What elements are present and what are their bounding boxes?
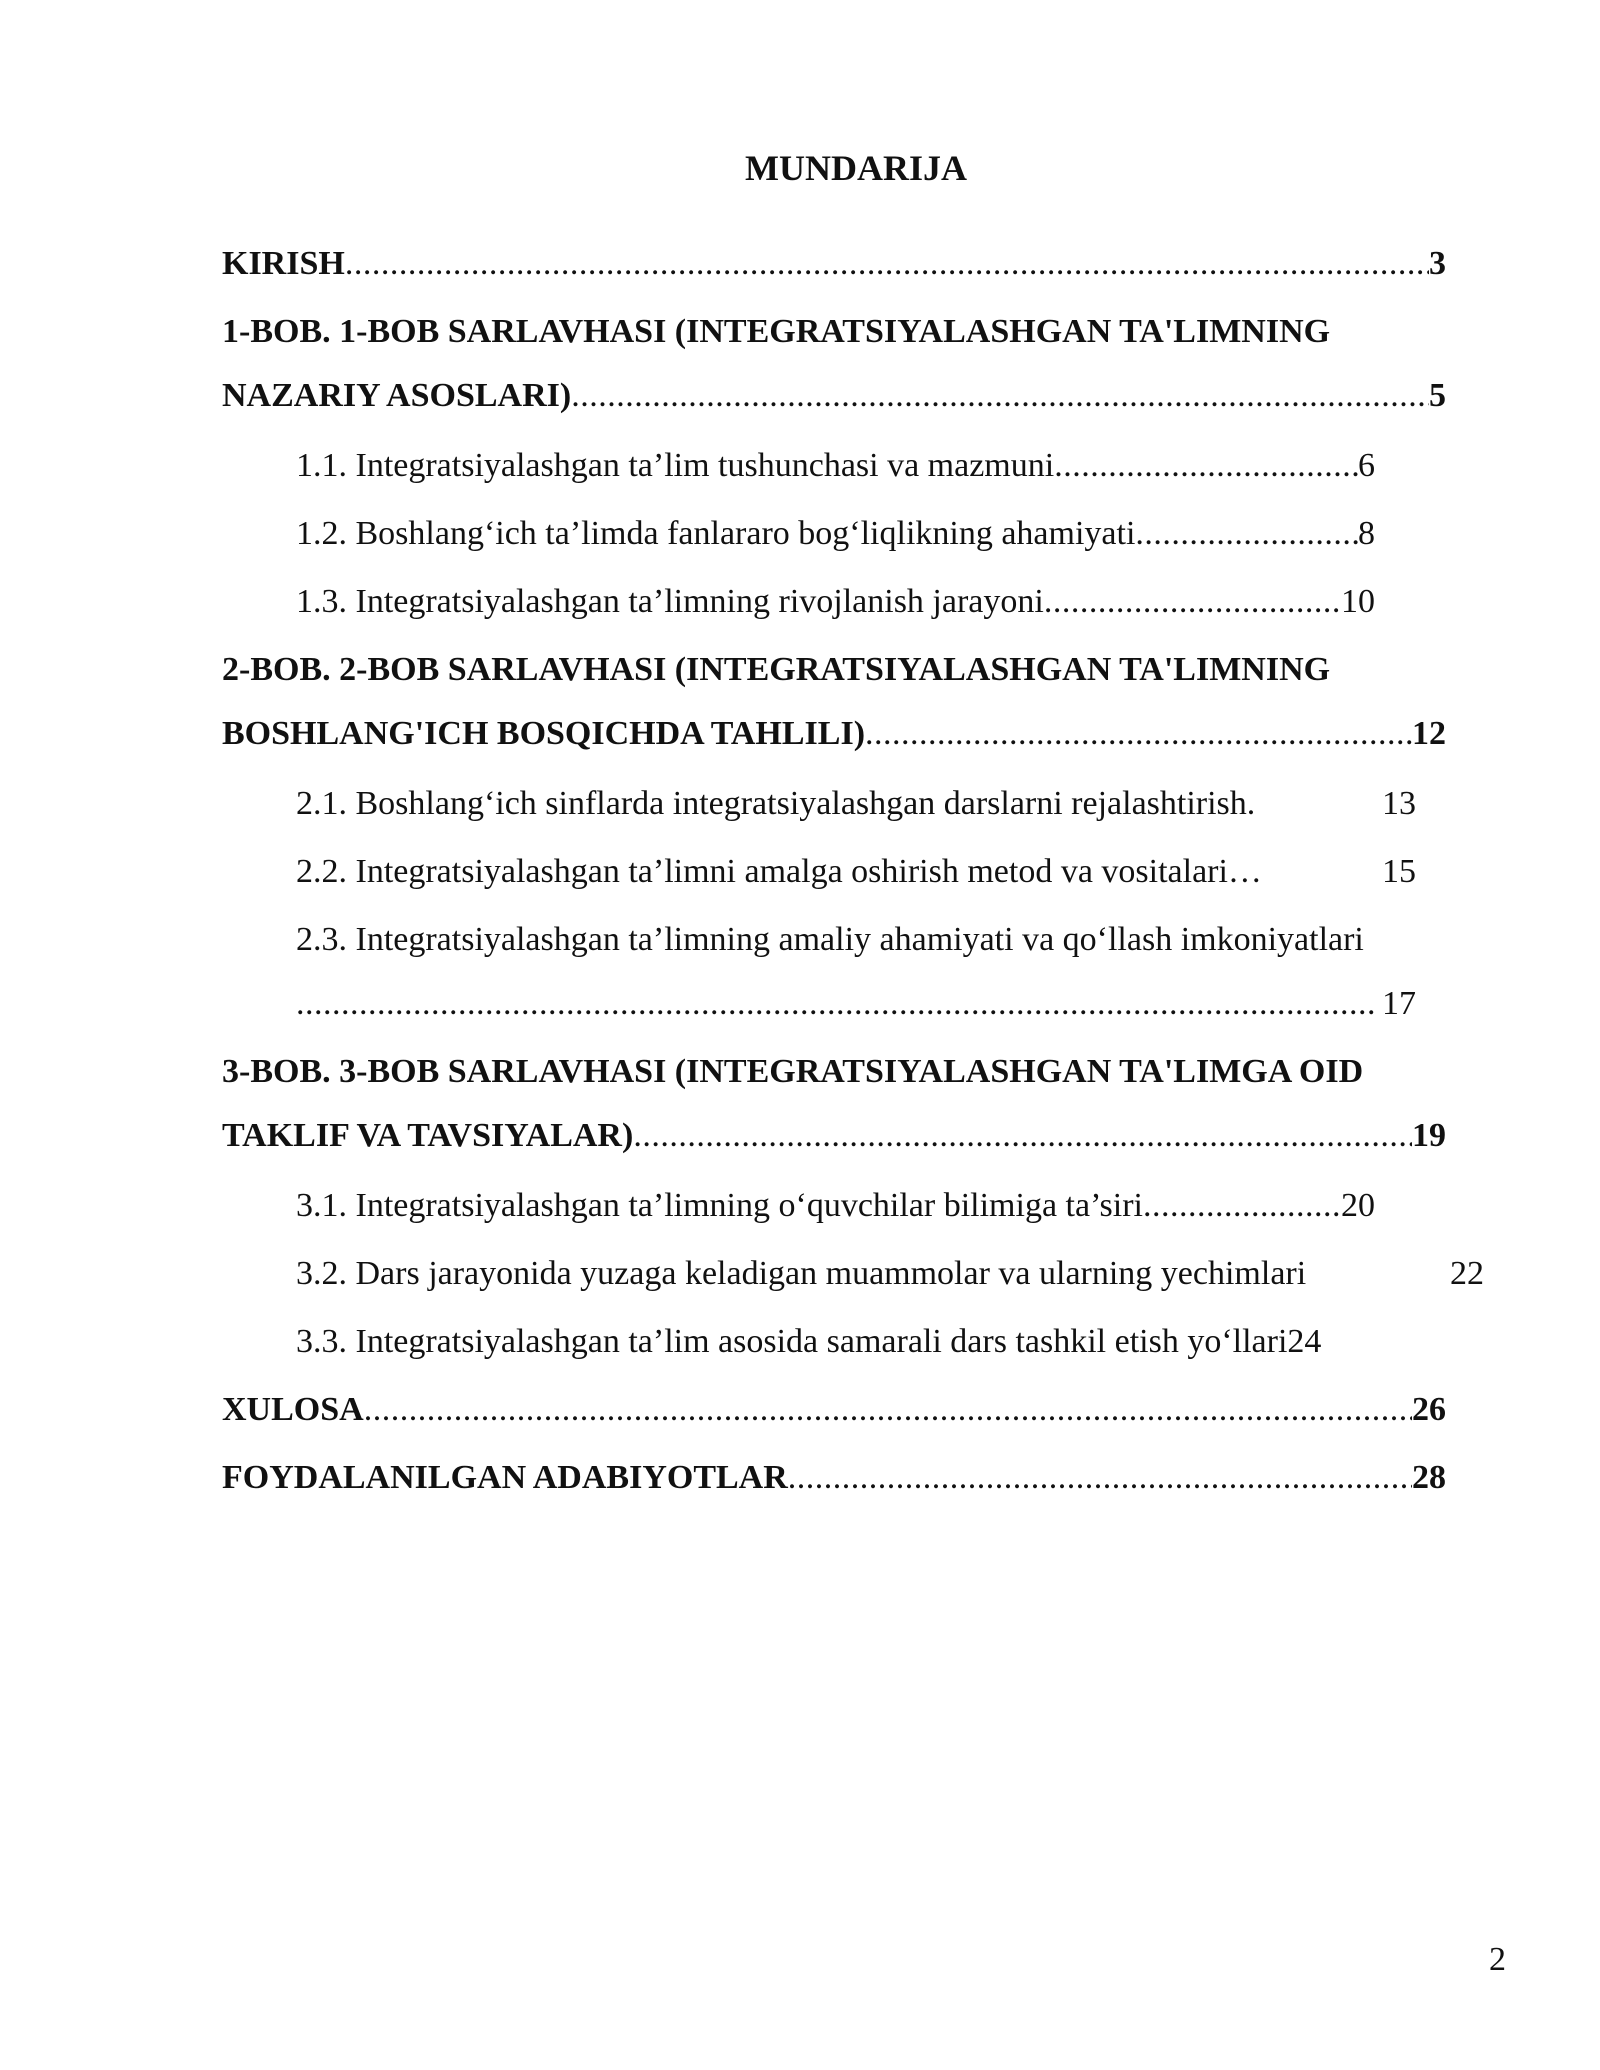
- toc-leader-dots: [633, 1114, 1412, 1158]
- toc-entry-label: TAKLIF VA TAVSIYALAR): [222, 1117, 634, 1154]
- toc-entry-label: 2.2. Integratsiyalashgan ta’limni amalga oshirish metod va vositalari…: [296, 853, 1262, 890]
- toc-entry-page: 17: [1382, 985, 1416, 1022]
- toc-section-3-2: [296, 1252, 1484, 1296]
- toc-section-2-3: [296, 982, 1416, 1026]
- toc-section-1-1: [296, 444, 1375, 488]
- toc-entry-label: FOYDALANILGAN ADABIYOTLAR: [222, 1459, 788, 1496]
- toc-section-3-1: [296, 1184, 1375, 1228]
- toc-leader-dots: [788, 1456, 1412, 1500]
- toc-leader-dots: [345, 242, 1429, 286]
- toc-entry-kirish: [222, 242, 1446, 286]
- toc-entry-label: 1-BOB. 1-BOB SARLAVHASI (INTEGRATSIYALASHGAN TA'LIMNING: [222, 313, 1331, 350]
- page-number: 2: [1489, 1941, 1506, 1978]
- toc-chapter-3: [222, 1114, 1446, 1158]
- toc-entry-page: 12: [1412, 715, 1446, 752]
- toc-leader-dots: [1054, 444, 1358, 488]
- toc-section-2-3-title: [296, 918, 1496, 962]
- toc-entry-page: 8: [1358, 515, 1375, 552]
- toc-leader-dots: [865, 712, 1412, 756]
- toc-entry-adabiyotlar: [222, 1456, 1446, 1500]
- toc-entry-label: 3-BOB. 3-BOB SARLAVHASI (INTEGRATSIYALASHGAN TA'LIMGA OID: [222, 1053, 1364, 1090]
- toc-chapter-2-title: [222, 648, 1482, 692]
- toc-leader-dots: [364, 1388, 1412, 1432]
- toc-entry-label: 1.2. Boshlang‘ich ta’limda fanlararo bog‘liqlikning ahamiyati: [296, 515, 1136, 552]
- toc-section-2-1: [296, 782, 1416, 826]
- toc-entry-page: 22: [1450, 1255, 1484, 1292]
- toc-leader-dots: [571, 374, 1429, 418]
- toc-entry-label: 3.1. Integratsiyalashgan ta’limning o‘quvchilar bilimiga ta’siri: [296, 1187, 1143, 1224]
- toc-chapter-1: [222, 374, 1446, 418]
- toc-section-1-2: [296, 512, 1375, 556]
- toc-leader-dots: [1044, 580, 1341, 624]
- toc-entry-page: 28: [1412, 1459, 1446, 1496]
- toc-entry-label: NAZARIY ASOSLARI): [222, 377, 572, 414]
- toc-leader-dots: [1135, 512, 1358, 556]
- toc-leader-dots: [296, 982, 1374, 1026]
- toc-chapter-2: [222, 712, 1446, 756]
- toc-entry-label: BOSHLANG'ICH BOSQICHDA TAHLILI): [222, 715, 866, 752]
- toc-entry-page: 5: [1429, 377, 1446, 414]
- toc-chapter-1-title: [222, 310, 1482, 354]
- toc-entry-page: 19: [1412, 1117, 1446, 1154]
- toc-entry-page: 3: [1429, 245, 1446, 282]
- toc-entry-xulosa: [222, 1388, 1446, 1432]
- toc-entry-label: KIRISH: [222, 245, 345, 282]
- page-title: MUNDARIJA: [745, 148, 967, 188]
- toc-entry-page: 24: [1287, 1323, 1322, 1360]
- toc-entry-page: 20: [1341, 1187, 1375, 1224]
- toc-entry-label: 3.3. Integratsiyalashgan ta’lim asosida samarali dars tashkil etish yo‘llari: [296, 1323, 1288, 1360]
- toc-entry-label: 1.1. Integratsiyalashgan ta’lim tushunchasi va mazmuni: [296, 447, 1055, 484]
- toc-entry-page: 15: [1382, 853, 1416, 890]
- toc-entry-label: 2.3. Integratsiyalashgan ta’limning amaliy ahamiyati va qo‘llash imkoniyatlari: [296, 921, 1364, 958]
- toc-chapter-3-title: [222, 1050, 1522, 1094]
- toc-entry-page: 10: [1341, 583, 1375, 620]
- toc-section-2-2: [296, 850, 1416, 894]
- toc-entry-label: 1.3. Integratsiyalashgan ta’limning rivojlanish jarayoni: [296, 583, 1044, 620]
- toc-leader-dots: [1143, 1184, 1341, 1228]
- toc-entry-label: 3.2. Dars jarayonida yuzaga keladigan muammolar va ularning yechimlari: [296, 1255, 1307, 1292]
- toc-entry-page: 26: [1412, 1391, 1446, 1428]
- toc-entry-page: 13: [1382, 785, 1416, 822]
- toc-entry-label: 2-BOB. 2-BOB SARLAVHASI (INTEGRATSIYALASHGAN TA'LIMNING: [222, 651, 1331, 688]
- toc-entry-page: 6: [1358, 447, 1375, 484]
- toc-entry-label: 2.1. Boshlang‘ich sinflarda integratsiyalashgan darslarni rejalashtirish.: [296, 785, 1256, 822]
- toc-section-3-3: [296, 1320, 1416, 1364]
- toc-section-1-3: [296, 580, 1375, 624]
- toc-entry-label: XULOSA: [222, 1391, 364, 1428]
